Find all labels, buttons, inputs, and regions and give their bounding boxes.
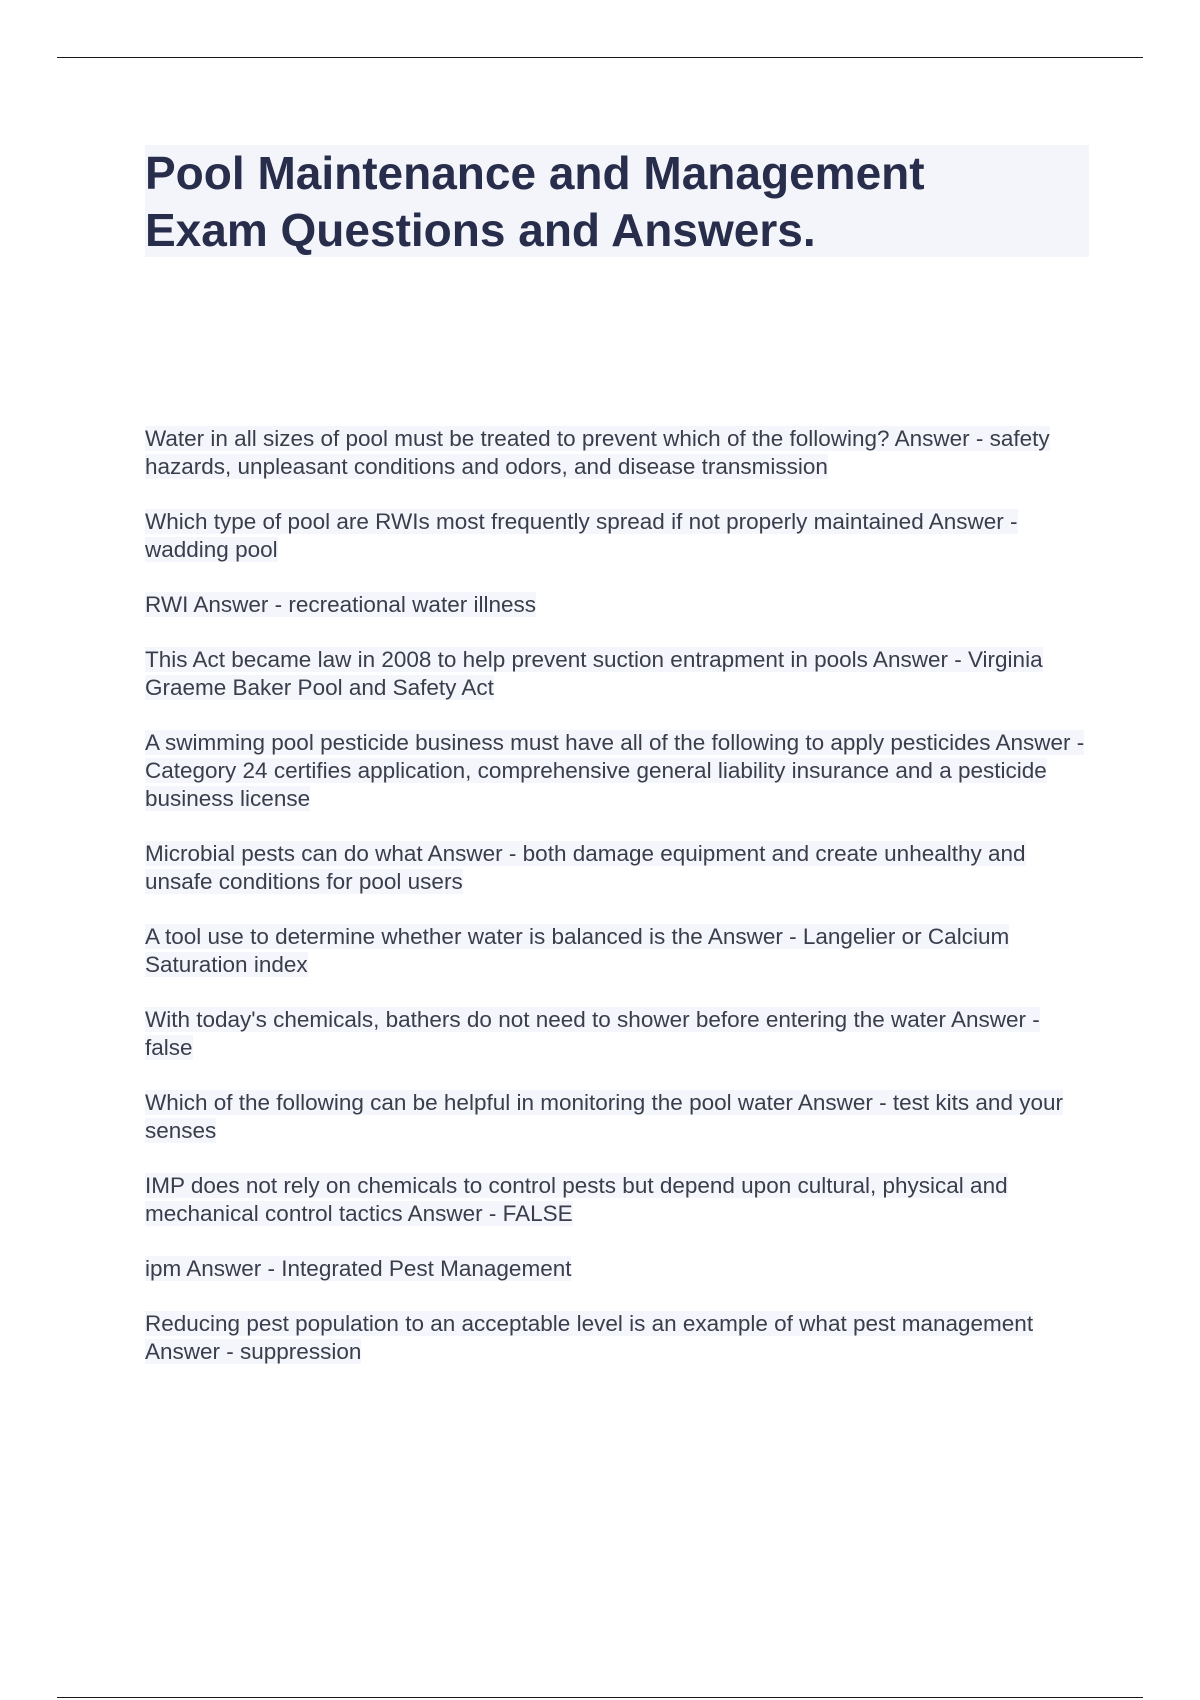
page-title: [145, 145, 1089, 259]
qa-text: Microbial pests can do what Answer - both damage equipment and create unhealthy and unsafe conditions for pool users: [145, 841, 1026, 894]
qa-text: This Act became law in 2008 to help prevent suction entrapment in pools Answer - Virginia Graeme Baker Pool and Safety Act: [145, 647, 1043, 700]
qa-item: [145, 591, 1090, 619]
page-title-line-2: Exam Questions and Answers.: [145, 204, 816, 256]
title-block: [145, 145, 1089, 257]
qa-text: IMP does not rely on chemicals to control pests but depend upon cultural, physical and mechanical control tactics Answer - FALSE: [145, 1173, 1008, 1226]
qa-item: [145, 646, 1090, 702]
qa-item: [145, 840, 1090, 896]
qa-item: [145, 923, 1090, 979]
qa-item: [145, 729, 1090, 813]
qa-item: [145, 508, 1090, 564]
qa-item: [145, 1172, 1090, 1228]
qa-item: [145, 1006, 1090, 1062]
qa-item: [145, 425, 1090, 481]
qa-item: [145, 1255, 1090, 1283]
qa-text: ipm Answer - Integrated Pest Management: [145, 1256, 572, 1281]
qa-list: [145, 425, 1090, 1393]
qa-item: [145, 1310, 1090, 1366]
qa-text: A swimming pool pesticide business must have all of the following to apply pesticides Answer - Category 24 certifies application, comprehensive general liability insurance and a pesticide business license: [145, 730, 1085, 811]
qa-text: Which of the following can be helpful in monitoring the pool water Answer - test kits and your senses: [145, 1090, 1063, 1143]
top-rule: [57, 57, 1143, 58]
qa-text: A tool use to determine whether water is balanced is the Answer - Langelier or Calcium Saturation index: [145, 924, 1010, 977]
page-title-line-1: Pool Maintenance and Management: [145, 147, 925, 199]
qa-text: RWI Answer - recreational water illness: [145, 592, 536, 617]
qa-text: Reducing pest population to an acceptable level is an example of what pest management Answer - suppression: [145, 1311, 1034, 1364]
qa-text: Water in all sizes of pool must be treated to prevent which of the following? Answer - safety hazards, unpleasant conditions and odors, and disease transmission: [145, 426, 1050, 479]
qa-text: With today's chemicals, bathers do not need to shower before entering the water Answer - false: [145, 1007, 1040, 1060]
qa-item: [145, 1089, 1090, 1145]
qa-text: Which type of pool are RWIs most frequently spread if not properly maintained Answer - wadding pool: [145, 509, 1018, 562]
bottom-rule: [57, 1697, 1143, 1698]
